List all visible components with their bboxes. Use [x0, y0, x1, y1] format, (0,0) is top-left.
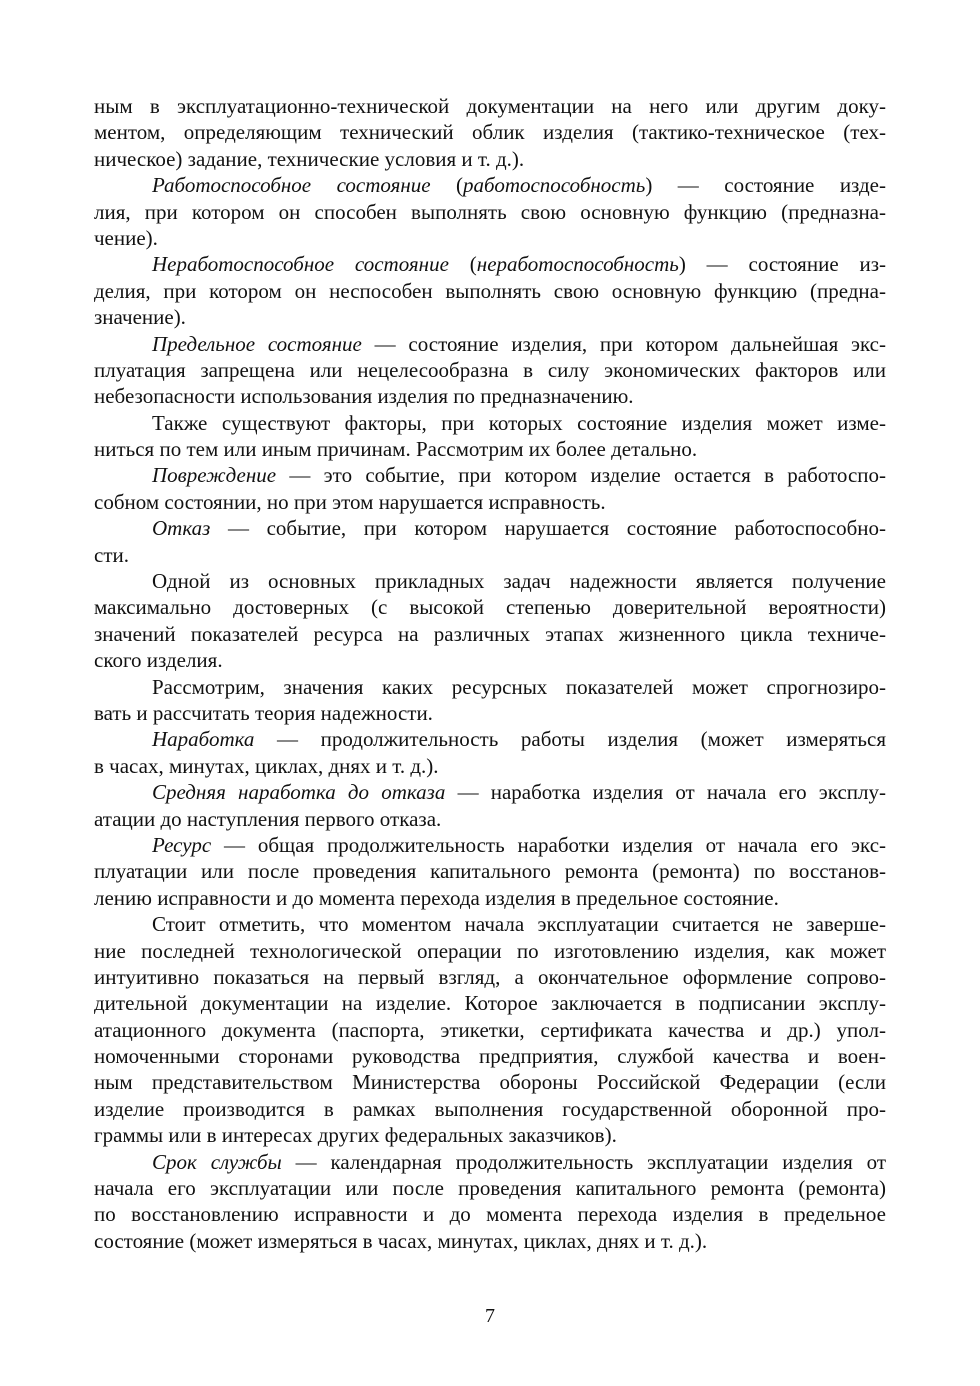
text-line: ническое) задание, технические условия и т. д.).: [94, 146, 525, 171]
text-line: Предельное состояние — состояние изделия, при котором дальнейшая экс-: [152, 331, 886, 356]
text-line: дительной документации на изделие. Которое заключается в подписании эксплу-: [94, 991, 886, 1016]
text-line: значение).: [94, 305, 186, 330]
document-page: [94, 93, 886, 1254]
text-line: ниться по тем или иным причинам. Рассмотрим их более детально.: [94, 437, 698, 462]
text-line: интуитивно показаться на первый взгляд, а окончательное оформление сопрово-: [94, 964, 886, 989]
text-line: ным представительством Министерства обороны Российской Федерации (если: [94, 1070, 886, 1095]
paragraph-operable-state: [94, 172, 886, 251]
paragraph-start-of-operation: [94, 911, 886, 1149]
text-line: Отказ — событие, при котором нарушается состояние работоспособно-: [152, 516, 886, 541]
text-line: плуатация запрещена или нецелесообразна в силу экономических факторов или: [94, 357, 886, 382]
defined-term: Предельное состояние: [152, 331, 362, 356]
defined-term: Повреждение: [152, 463, 277, 488]
paragraph-operating-time: [94, 726, 886, 779]
defined-term: Неработоспособное состояние: [152, 252, 449, 277]
text-line: значений показателей ресурса на различных этапах жизненного цикла техниче-: [94, 621, 886, 646]
text-line: в часах, минутах, циклах, днях и т. д.).: [94, 753, 439, 778]
text-line: лению исправности и до момента перехода изделия в предельное состояние.: [94, 885, 779, 910]
text-line: ского изделия.: [94, 648, 223, 673]
defined-term: Работоспособное состояние: [152, 173, 431, 198]
text-line: делия, при котором он неспособен выполнять свою основную функцию (предна-: [94, 278, 886, 303]
text-line: Наработка — продолжительность работы изделия (может измеряться: [152, 727, 886, 752]
text-line: Неработоспособное состояние (неработоспособность) — состояние из-: [152, 252, 886, 277]
text-line: начала его эксплуатации или после проведения капитального ремонта (ремонта): [94, 1176, 886, 1201]
text-line: номоченными сторонами руководства предприятия, службой качества и воен-: [94, 1044, 886, 1069]
text-line: лия, при котором он способен выполнять свою основную функцию (предназна-: [94, 199, 886, 224]
paragraph-factors: [94, 410, 886, 463]
defined-term: Отказ: [152, 516, 211, 541]
page-number: 7: [485, 1305, 495, 1327]
paragraph-failure: [94, 515, 886, 568]
text-line: ным в эксплуатационно-технической документации на него или другим доку-: [94, 94, 886, 118]
term-synonym: работоспособность: [463, 173, 646, 198]
text-line: изделие производится в рамках выполнения государственной оборонной про-: [94, 1096, 886, 1121]
text-line: чение).: [94, 225, 158, 250]
defined-term: Срок службы: [152, 1149, 282, 1174]
paragraph-resource: [94, 832, 886, 911]
text-line: Срок службы — календарная продолжительность эксплуатации изделия от: [152, 1149, 886, 1174]
paragraph-intro-continuation: [94, 93, 886, 172]
defined-term: Средняя наработка до отказа: [152, 780, 446, 805]
text-line: состояние (может измеряться в часах, минутах, циклах, днях и т. д.).: [94, 1228, 708, 1253]
text-line: собном состоянии, но при этом нарушается исправность.: [94, 489, 606, 514]
text-line: атации до наступления первого отказа.: [94, 806, 442, 831]
text-line: ние последней технологической операции по изготовлению изделия, как может: [94, 938, 886, 963]
text-line: по восстановлению исправности и до момента перехода изделия в предельное: [94, 1202, 886, 1227]
defined-term: Ресурс: [152, 832, 212, 857]
text-line: сти.: [94, 542, 129, 567]
text-line: Повреждение — это событие, при котором изделие остается в работоспо-: [152, 463, 886, 488]
paragraph-resource-indicators: [94, 674, 886, 727]
text-line: Рассмотрим, значения каких ресурсных показателей может спрогнозиро-: [152, 674, 886, 699]
text-line: атационного документа (паспорта, этикетки, сертификата качества и др.) упол-: [94, 1017, 886, 1042]
term-synonym: неработоспособность: [476, 252, 679, 277]
text-line: максимально достоверных (с высокой степенью доверительной вероятности): [94, 595, 886, 620]
paragraph-service-life: [94, 1149, 886, 1255]
text-line: граммы или в интересах других федеральных заказчиков).: [94, 1123, 617, 1148]
paragraph-limit-state: [94, 331, 886, 410]
text-line: ментом, определяющим технический облик изделия (тактико-техническое (тех-: [94, 120, 886, 145]
text-line: небезопасности использования изделия по предназначению.: [94, 384, 634, 409]
text-line: вать и рассчитать теория надежности.: [94, 700, 433, 725]
text-line: Средняя наработка до отказа — наработка изделия от начала его эксплу-: [152, 780, 886, 805]
text-line: Также существуют факторы, при которых состояние изделия может изме-: [152, 410, 886, 435]
paragraph-damage: [94, 462, 886, 515]
paragraph-reliability-task: [94, 568, 886, 674]
text-line: Стоит отметить, что моментом начала эксплуатации считается не заверше-: [152, 912, 886, 937]
defined-term: Наработка: [152, 727, 255, 752]
paragraph-mean-time-to-failure: [94, 779, 886, 832]
text-line: Ресурс — общая продолжительность наработки изделия от начала его экс-: [152, 832, 886, 857]
text-line: плуатации или после проведения капитального ремонта (ремонта) по восстанов-: [94, 859, 886, 884]
paragraph-inoperable-state: [94, 251, 886, 330]
text-line: Работоспособное состояние (работоспособность) — состояние изде-: [152, 173, 886, 198]
text-line: Одной из основных прикладных задач надежности является получение: [152, 569, 886, 594]
